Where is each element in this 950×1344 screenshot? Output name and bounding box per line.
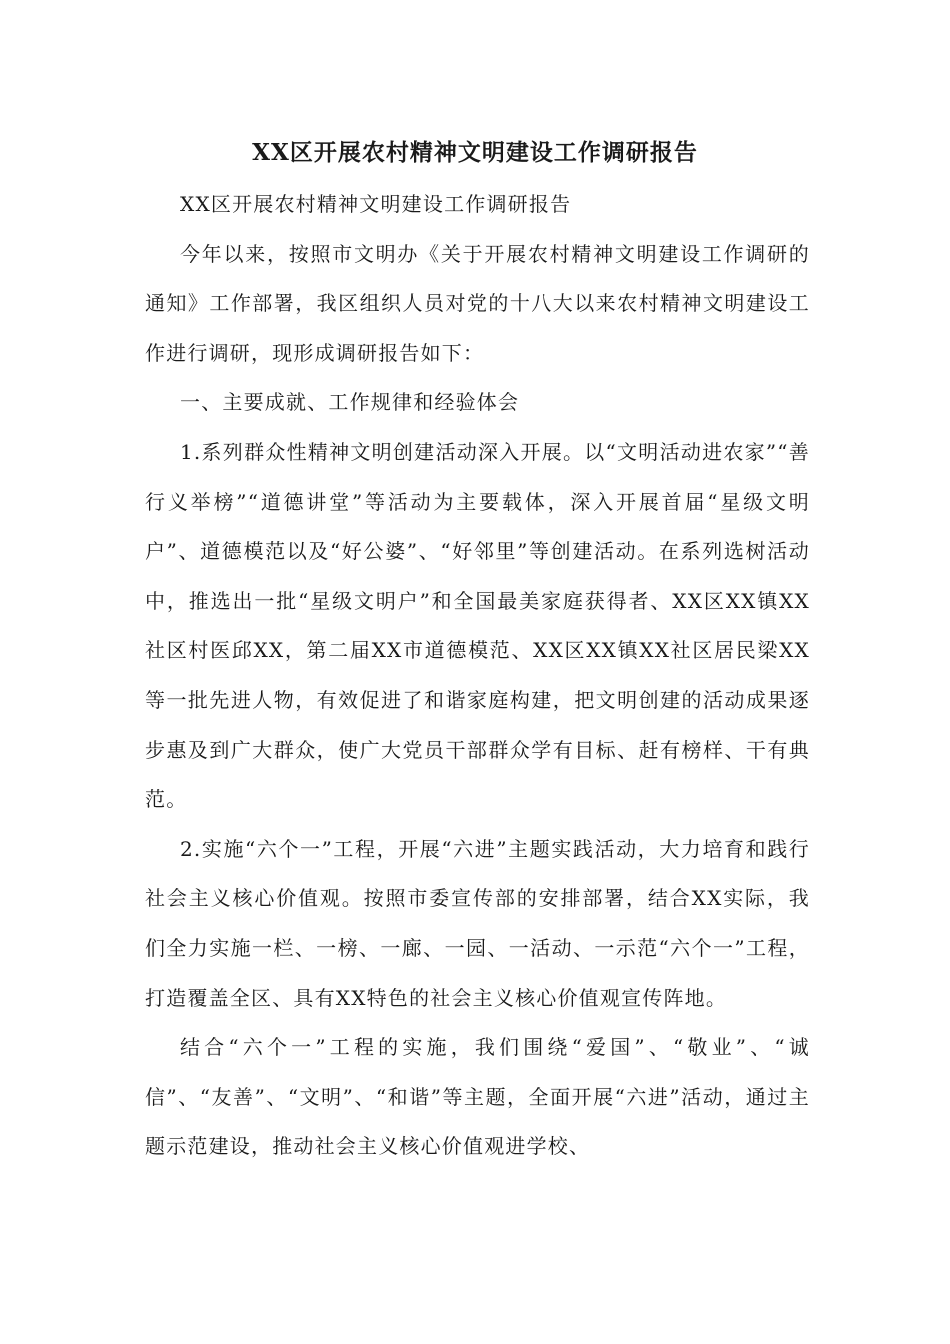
body-paragraph: 1.系列群众性精神文明创建活动深入开展。以“文明活动进农家”“善行义举榜”“道德讲堂”等活动为主要载体，深入开展首届“星级文明户”、道德模范以及“好公婆”、“好邻里”等创建活动。在系列选树活动中，推选出一批“星级文明户”和全国最美家庭获得者、XX区XX镇XX社区村医邱XX，第二届XX市道德模范、XX区XX镇XX社区居民梁XX等一批先进人物，有效促进了和谐家庭构建，把文明创建的活动成果逐步惠及到广大群众，使广大党员干部群众学有目标、赶有榜样、干有典范。 (145, 439, 810, 812)
section-heading: 一、主要成就、工作规律和经验体会 (180, 390, 520, 415)
subtitle-paragraph: XX区开展农村精神文明建设工作调研报告 (180, 192, 572, 216)
document-body (145, 180, 810, 1172)
document-title: XX区开展农村精神文明建设工作调研报告 (252, 139, 698, 166)
intro-paragraph: 今年以来，按照市文明办《关于开展农村精神文明建设工作调研的通知》工作部署，我区组织人员对党的十八大以来农村精神文明建设工作进行调研，现形成调研报告如下： (145, 241, 810, 365)
body-paragraph: 结合“六个一”工程的实施，我们围绕“爱国”、“敬业”、“诚信”、“友善”、“文明”、“和谐”等主题，全面开展“六进”活动，通过主题示范建设，推动社会主义核心价值观进学校、 (145, 1035, 810, 1159)
body-paragraph: 2.实施“六个一”工程，开展“六进”主题实践活动，大力培育和践行社会主义核心价值观。按照市委宣传部的安排部署，结合XX实际，我们全力实施一栏、一榜、一廊、一园、一活动、一示范“六个一”工程，打造覆盖全区、具有XX特色的社会主义核心价值观宣传阵地。 (145, 836, 810, 1010)
